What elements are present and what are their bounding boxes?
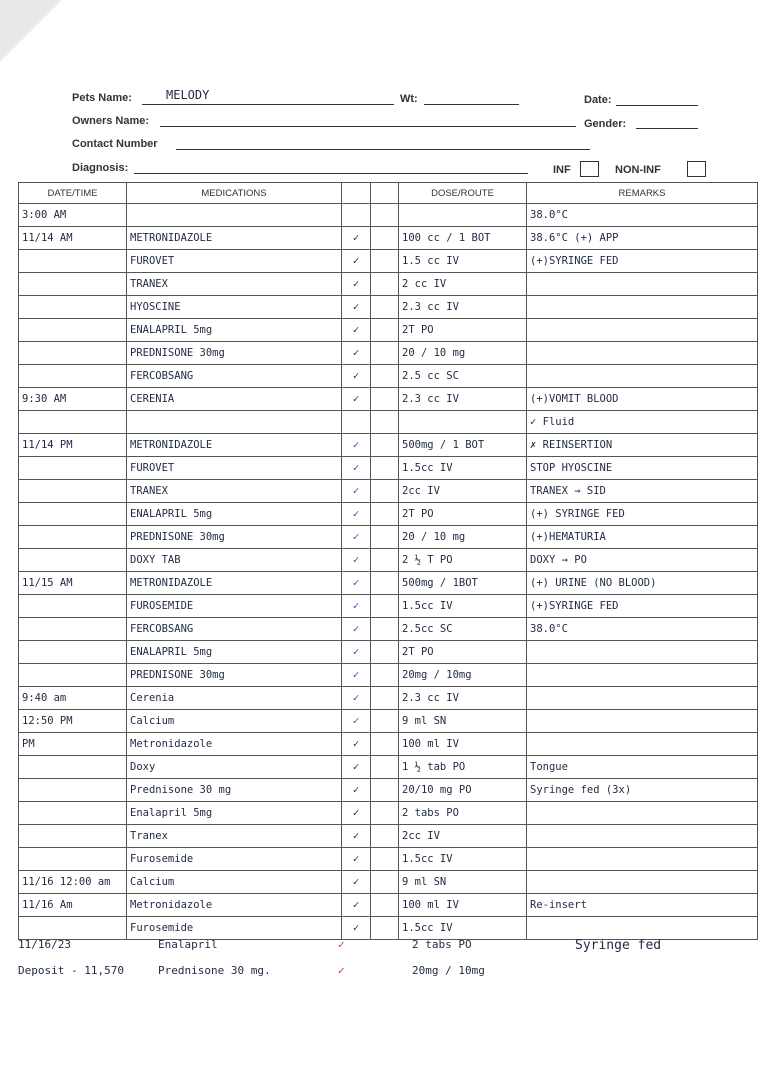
cell-medication: METRONIDAZOLE <box>127 434 342 457</box>
cell-dose: 2.3 cc IV <box>399 296 527 319</box>
cell-medication: FERCOBSANG <box>127 618 342 641</box>
cell-dose: 2cc IV <box>399 825 527 848</box>
table-row <box>19 549 758 572</box>
extra-check: ✓ <box>338 938 345 951</box>
cell-remark <box>527 365 758 388</box>
cell-dose: 2T PO <box>399 503 527 526</box>
cell-datetime: 11/16 Am <box>19 894 127 917</box>
cell-medication: FUROVET <box>127 457 342 480</box>
cell-medication: CERENIA <box>127 388 342 411</box>
date-label: Date: <box>584 94 612 106</box>
cell-remark: (+)SYRINGE FED <box>527 250 758 273</box>
cell-datetime <box>19 917 127 940</box>
cell-datetime <box>19 480 127 503</box>
cell-datetime <box>19 848 127 871</box>
cell-datetime <box>19 526 127 549</box>
table-row <box>19 641 758 664</box>
cell-empty <box>371 871 399 894</box>
contact-label: Contact Number <box>72 138 158 150</box>
cell-remark: (+)HEMATURIA <box>527 526 758 549</box>
cell-empty <box>371 595 399 618</box>
cell-dose: 20 / 10 mg <box>399 342 527 365</box>
cell-dose: 9 ml SN <box>399 710 527 733</box>
cell-empty <box>371 710 399 733</box>
medication-log-table <box>18 182 758 940</box>
col-medications: MEDICATIONS <box>127 183 342 204</box>
cell-datetime <box>19 664 127 687</box>
cell-dose: 20mg / 10mg <box>399 664 527 687</box>
cell-check: ✓ <box>342 480 371 503</box>
cell-dose: 1.5cc IV <box>399 457 527 480</box>
cell-empty <box>371 825 399 848</box>
cell-empty <box>371 733 399 756</box>
cell-check: ✓ <box>342 365 371 388</box>
cell-dose: 2.5cc SC <box>399 618 527 641</box>
cell-check: ✓ <box>342 825 371 848</box>
table-row <box>19 411 758 434</box>
cell-dose: 2.3 cc IV <box>399 687 527 710</box>
cell-dose <box>399 204 527 227</box>
cell-empty <box>371 365 399 388</box>
cell-empty <box>371 204 399 227</box>
cell-dose: 20/10 mg PO <box>399 779 527 802</box>
contact-line <box>176 149 590 150</box>
cell-check: ✓ <box>342 733 371 756</box>
cell-remark: Re-insert <box>527 894 758 917</box>
cell-empty <box>371 641 399 664</box>
cell-medication: FERCOBSANG <box>127 365 342 388</box>
cell-remark <box>527 871 758 894</box>
cell-check: ✓ <box>342 917 371 940</box>
table-row <box>19 434 758 457</box>
cell-medication: PREDNISONE 30mg <box>127 342 342 365</box>
table-row <box>19 802 758 825</box>
cell-medication: Tranex <box>127 825 342 848</box>
cell-datetime <box>19 825 127 848</box>
cell-datetime <box>19 342 127 365</box>
cell-remark: 38.0°C <box>527 618 758 641</box>
cell-check: ✓ <box>342 848 371 871</box>
cell-medication <box>127 204 342 227</box>
cell-check: ✓ <box>342 250 371 273</box>
cell-remark: ✗ REINSERTION <box>527 434 758 457</box>
table-row <box>19 687 758 710</box>
cell-dose: 100 ml IV <box>399 733 527 756</box>
cell-medication: ENALAPRIL 5mg <box>127 319 342 342</box>
cell-check <box>342 411 371 434</box>
gender-label: Gender: <box>584 118 627 130</box>
cell-dose: 9 ml SN <box>399 871 527 894</box>
extra-medication: Enalapril <box>158 938 218 951</box>
cell-check <box>342 204 371 227</box>
cell-medication: METRONIDAZOLE <box>127 227 342 250</box>
cell-datetime: 12:50 PM <box>19 710 127 733</box>
cell-remark: DOXY → PO <box>527 549 758 572</box>
cell-datetime: 11/14 PM <box>19 434 127 457</box>
cell-medication: DOXY TAB <box>127 549 342 572</box>
cell-empty <box>371 618 399 641</box>
owners-name-label: Owners Name: <box>72 115 150 127</box>
cell-check: ✓ <box>342 388 371 411</box>
cell-empty <box>371 227 399 250</box>
cell-empty <box>371 411 399 434</box>
cell-check: ✓ <box>342 572 371 595</box>
table-row <box>19 457 758 480</box>
table-row <box>19 779 758 802</box>
cell-remark: TRANEX → SID <box>527 480 758 503</box>
col-dose-route: DOSE/ROUTE <box>399 183 527 204</box>
table-row <box>19 250 758 273</box>
cell-remark <box>527 641 758 664</box>
cell-empty <box>371 296 399 319</box>
extra-check: ✓ <box>338 964 345 977</box>
table-row <box>19 319 758 342</box>
table-row <box>19 342 758 365</box>
cell-dose: 500mg / 1 BOT <box>399 434 527 457</box>
table-row <box>19 365 758 388</box>
pets-name-label: Pets Name: <box>72 92 132 104</box>
cell-remark <box>527 342 758 365</box>
cell-dose: 1.5cc IV <box>399 595 527 618</box>
pets-name-value: MELODY <box>166 88 210 102</box>
table-row <box>19 894 758 917</box>
cell-datetime: 9:30 AM <box>19 388 127 411</box>
cell-remark <box>527 802 758 825</box>
cell-datetime <box>19 595 127 618</box>
cell-check: ✓ <box>342 457 371 480</box>
extra-datetime: 11/16/23 <box>18 938 71 951</box>
cell-empty <box>371 457 399 480</box>
noninf-label: NON-INF <box>615 164 661 176</box>
table-row <box>19 618 758 641</box>
table-row <box>19 825 758 848</box>
cell-empty <box>371 664 399 687</box>
table-row <box>19 848 758 871</box>
extra-dose: 2 tabs PO <box>412 938 472 951</box>
cell-medication: METRONIDAZOLE <box>127 572 342 595</box>
cell-medication: Calcium <box>127 871 342 894</box>
cell-check: ✓ <box>342 273 371 296</box>
table-row <box>19 871 758 894</box>
cell-check: ✓ <box>342 871 371 894</box>
cell-check: ✓ <box>342 503 371 526</box>
date-line <box>616 105 698 106</box>
cell-check: ✓ <box>342 595 371 618</box>
cell-empty <box>371 894 399 917</box>
table-row <box>19 480 758 503</box>
cell-datetime <box>19 549 127 572</box>
inf-checkbox[interactable] <box>580 161 599 177</box>
table-row <box>19 388 758 411</box>
cell-remark: Syringe fed (3x) <box>527 779 758 802</box>
inf-label: INF <box>553 164 571 176</box>
cell-dose: 100 cc / 1 BOT <box>399 227 527 250</box>
cell-remark <box>527 319 758 342</box>
cell-dose: 1 ½ tab PO <box>399 756 527 779</box>
cell-datetime: 3:00 AM <box>19 204 127 227</box>
cell-empty <box>371 388 399 411</box>
cell-dose: 2 tabs PO <box>399 802 527 825</box>
cell-datetime: 11/15 AM <box>19 572 127 595</box>
cell-dose: 1.5cc IV <box>399 917 527 940</box>
cell-medication: PREDNISONE 30mg <box>127 526 342 549</box>
cell-remark <box>527 273 758 296</box>
cell-remark: 38.6°C (+) APP <box>527 227 758 250</box>
cell-remark: Tongue <box>527 756 758 779</box>
cell-medication: Cerenia <box>127 687 342 710</box>
folded-corner-shadow <box>0 0 62 62</box>
cell-check: ✓ <box>342 296 371 319</box>
cell-remark <box>527 917 758 940</box>
cell-check: ✓ <box>342 227 371 250</box>
cell-medication: Enalapril 5mg <box>127 802 342 825</box>
cell-dose: 1.5 cc IV <box>399 250 527 273</box>
cell-datetime <box>19 296 127 319</box>
table-row <box>19 503 758 526</box>
cell-empty <box>371 756 399 779</box>
table-row <box>19 572 758 595</box>
cell-empty <box>371 342 399 365</box>
table-row <box>19 917 758 940</box>
cell-medication: Prednisone 30 mg <box>127 779 342 802</box>
cell-medication: Metronidazole <box>127 733 342 756</box>
table-row <box>19 710 758 733</box>
table-row <box>19 756 758 779</box>
wt-line <box>424 104 519 105</box>
cell-medication: ENALAPRIL 5mg <box>127 641 342 664</box>
cell-empty <box>371 250 399 273</box>
table-row <box>19 595 758 618</box>
table-row <box>19 204 758 227</box>
cell-empty <box>371 434 399 457</box>
cell-check: ✓ <box>342 549 371 572</box>
cell-medication: Furosemide <box>127 917 342 940</box>
cell-remark: 38.0°C <box>527 204 758 227</box>
cell-check: ✓ <box>342 779 371 802</box>
cell-empty <box>371 848 399 871</box>
cell-medication: ENALAPRIL 5mg <box>127 503 342 526</box>
cell-medication: TRANEX <box>127 480 342 503</box>
cell-medication: FUROSEMIDE <box>127 595 342 618</box>
log-body <box>19 204 758 940</box>
noninf-checkbox[interactable] <box>687 161 706 177</box>
cell-datetime <box>19 250 127 273</box>
cell-dose <box>399 411 527 434</box>
cell-empty <box>371 549 399 572</box>
cell-remark <box>527 296 758 319</box>
cell-check: ✓ <box>342 641 371 664</box>
table-row <box>19 526 758 549</box>
cell-empty <box>371 917 399 940</box>
cell-dose: 20 / 10 mg <box>399 526 527 549</box>
cell-check: ✓ <box>342 434 371 457</box>
cell-remark: ✓ Fluid <box>527 411 758 434</box>
cell-check: ✓ <box>342 710 371 733</box>
cell-dose: 2 cc IV <box>399 273 527 296</box>
cell-dose: 2T PO <box>399 641 527 664</box>
col-datetime: DATE/TIME <box>19 183 127 204</box>
cell-dose: 100 ml IV <box>399 894 527 917</box>
pets-name-line <box>142 104 394 105</box>
cell-check: ✓ <box>342 319 371 342</box>
cell-datetime <box>19 503 127 526</box>
cell-datetime: 9:40 am <box>19 687 127 710</box>
gender-line <box>636 128 698 129</box>
cell-remark: (+)SYRINGE FED <box>527 595 758 618</box>
cell-check: ✓ <box>342 802 371 825</box>
table-row <box>19 733 758 756</box>
cell-medication: PREDNISONE 30mg <box>127 664 342 687</box>
table-row <box>19 227 758 250</box>
cell-medication: Metronidazole <box>127 894 342 917</box>
diagnosis-label: Diagnosis: <box>72 162 129 174</box>
cell-remark <box>527 825 758 848</box>
col-remarks: REMARKS <box>527 183 758 204</box>
cell-datetime <box>19 779 127 802</box>
cell-datetime: 11/14 AM <box>19 227 127 250</box>
extra-datetime: Deposit - 11,570 <box>18 964 124 977</box>
cell-empty <box>371 319 399 342</box>
owners-name-line <box>160 126 576 127</box>
extra-dose: 20mg / 10mg <box>412 964 485 977</box>
cell-check: ✓ <box>342 526 371 549</box>
cell-remark <box>527 664 758 687</box>
cell-remark: (+)VOMIT BLOOD <box>527 388 758 411</box>
cell-check: ✓ <box>342 894 371 917</box>
cell-datetime <box>19 641 127 664</box>
cell-medication: Doxy <box>127 756 342 779</box>
diagnosis-line <box>134 173 528 174</box>
wt-label: Wt: <box>400 93 418 105</box>
cell-remark <box>527 733 758 756</box>
cell-datetime <box>19 411 127 434</box>
cell-check: ✓ <box>342 618 371 641</box>
cell-check: ✓ <box>342 687 371 710</box>
cell-datetime <box>19 319 127 342</box>
cell-remark: (+) SYRINGE FED <box>527 503 758 526</box>
cell-check: ✓ <box>342 756 371 779</box>
cell-datetime <box>19 618 127 641</box>
cell-medication: Furosemide <box>127 848 342 871</box>
cell-empty <box>371 779 399 802</box>
cell-empty <box>371 802 399 825</box>
table-row <box>19 273 758 296</box>
extra-remark: Syringe fed <box>575 938 662 953</box>
cell-empty <box>371 503 399 526</box>
cell-dose: 2.5 cc SC <box>399 365 527 388</box>
extra-medication: Prednisone 30 mg. <box>158 964 271 977</box>
cell-empty <box>371 572 399 595</box>
cell-empty <box>371 273 399 296</box>
cell-datetime: 11/16 12:00 am <box>19 871 127 894</box>
col-check-b <box>371 183 399 204</box>
cell-datetime <box>19 802 127 825</box>
cell-remark: STOP HYOSCINE <box>527 457 758 480</box>
cell-medication: HYOSCINE <box>127 296 342 319</box>
col-check-a <box>342 183 371 204</box>
cell-check: ✓ <box>342 342 371 365</box>
cell-medication: FUROVET <box>127 250 342 273</box>
cell-datetime <box>19 457 127 480</box>
cell-empty <box>371 687 399 710</box>
cell-dose: 500mg / 1BOT <box>399 572 527 595</box>
cell-remark: (+) URINE (NO BLOOD) <box>527 572 758 595</box>
cell-empty <box>371 480 399 503</box>
cell-datetime <box>19 273 127 296</box>
cell-check: ✓ <box>342 664 371 687</box>
table-row <box>19 664 758 687</box>
cell-remark <box>527 710 758 733</box>
cell-remark <box>527 848 758 871</box>
cell-datetime: PM <box>19 733 127 756</box>
cell-dose: 2cc IV <box>399 480 527 503</box>
cell-datetime <box>19 756 127 779</box>
table-row <box>19 296 758 319</box>
cell-dose: 2.3 cc IV <box>399 388 527 411</box>
cell-empty <box>371 526 399 549</box>
cell-medication: Calcium <box>127 710 342 733</box>
cell-medication: TRANEX <box>127 273 342 296</box>
cell-datetime <box>19 365 127 388</box>
cell-medication <box>127 411 342 434</box>
cell-dose: 2T PO <box>399 319 527 342</box>
cell-remark <box>527 687 758 710</box>
cell-dose: 2 ½ T PO <box>399 549 527 572</box>
table-header-row <box>19 183 758 204</box>
cell-dose: 1.5cc IV <box>399 848 527 871</box>
